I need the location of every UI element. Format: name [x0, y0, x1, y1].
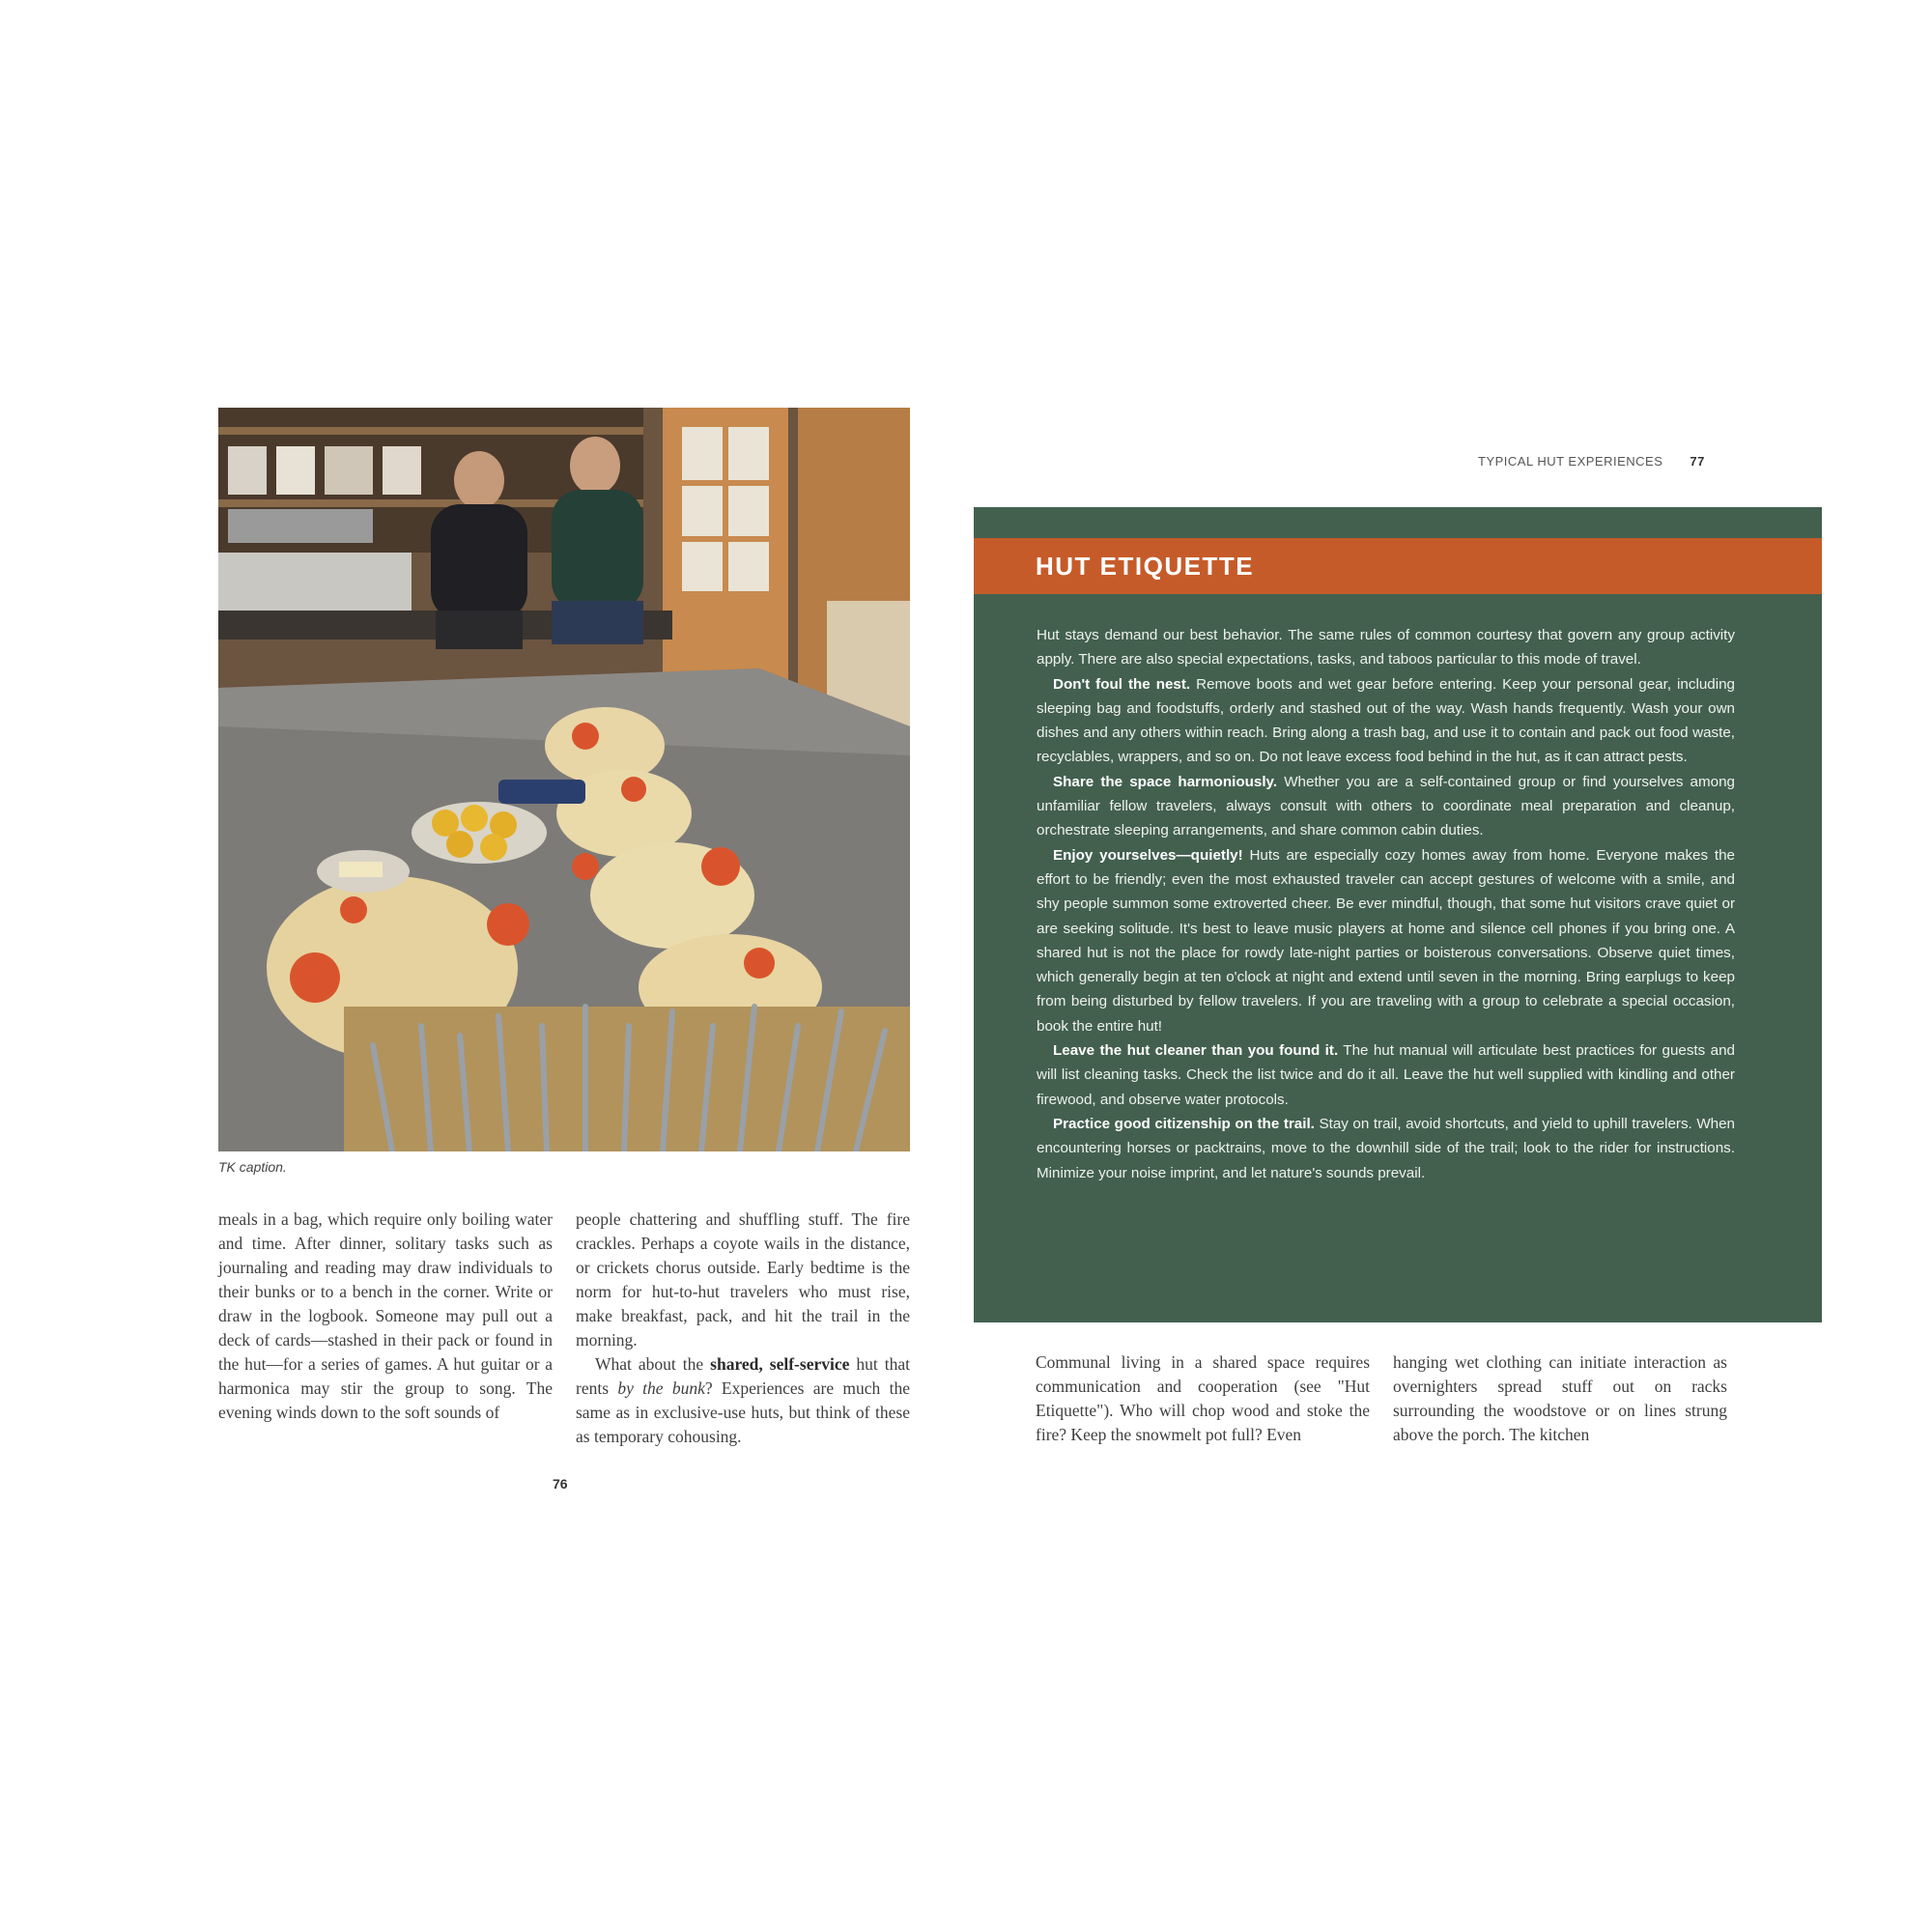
sidebar-body: [1037, 623, 1735, 1185]
right-col1-paragraph: Communal living in a shared space requires communication and cooperation (see "Hut Etiquette"). Who will chop wood and stoke the fire? Keep the snowmelt pot full? Even: [1036, 1352, 1370, 1444]
sidebar-item: Share the space harmoniously. Whether you are a self-contained group or find yourselves among unfamiliar fellow travelers, always consult with others to coordinate meal preparation and cleanup, orchestrate sleeping arrangements, and share common cabin duties.: [1037, 773, 1735, 839]
left-col1-paragraph: meals in a bag, which require only boiling water and time. After dinner, solitary tasks such as journaling and reading may draw individuals to their bunks or to a bench in the corner. Write or draw in the logbook. Someone may pull out a deck of cards—stashed in their pack or found in the hut—for a series of games. A hut guitar or a harmonica may stir the group to song. The evening winds down to the soft sounds of: [218, 1209, 553, 1422]
kitchen-photo-illustration: [218, 408, 910, 1151]
left-column-2: [576, 1208, 910, 1449]
sidebar-title-band: [974, 538, 1822, 594]
sidebar-item: Enjoy yourselves—quietly! Huts are especially cozy homes away from home. Everyone makes the effort to be friendly; even the most exhausted traveler can accept gestures of welcome with a smile, and shy people summon some extroverted cheer. Be ever mindful, though, that some hut visitors crave quiet or are seeking solitude. It's best to leave music players at home and silence cell phones if you bring one. A shared hut is not the place for rowdy late-night parties or boisterous conversations. Observe quiet times, which generally begin at ten o'clock at night and extend until seven in the morning. Bring earplugs to keep from being disturbed by fellow travelers. If you are traveling with a group to celebrate a special occasion, book the entire hut!: [1037, 846, 1735, 1035]
sidebar-intro: Hut stays demand our best behavior. The same rules of common courtesy that govern any group activity apply. There are also special expectations, tasks, and taboos particular to this mode of travel.: [1037, 627, 1735, 668]
sidebar-item: Don't foul the nest. Remove boots and wet gear before entering. Keep your personal gear, including sleeping bag and foodstuffs, orderly and stashed out of the way. Wash hands frequently. Wash your own dishes and any others within reach. Bring along a trash bag, and use it to contain and pack out food waste, recyclables, wrappers, and so on. Do not leave excess food behind in the hut, as it can attract pests.: [1037, 675, 1735, 766]
page-number-right: 77: [1690, 454, 1705, 469]
sidebar-title: HUT ETIQUETTE: [1036, 552, 1255, 581]
sidebar-item: Leave the hut cleaner than you found it. The hut manual will articulate best practices for guests and will list cleaning tasks. Check the list twice and do it all. Leave the hut well supplied with kindling and other firewood, and observe water protocols.: [1037, 1042, 1735, 1108]
shared-self-service-bold: shared, self-service: [710, 1354, 850, 1374]
running-head-title: TYPICAL HUT EXPERIENCES: [1478, 454, 1663, 469]
page-number-left: 76: [553, 1476, 568, 1492]
hut-etiquette-sidebar: [974, 507, 1822, 1322]
photo-caption: TK caption.: [218, 1159, 287, 1175]
sidebar-item: Practice good citizenship on the trail. Stay on trail, avoid shortcuts, and yield to uphill travelers. When encountering horses or packtrains, move to the downhill side of the trail; look to the rider for instructions. Minimize your noise imprint, and let nature's sounds prevail.: [1037, 1115, 1736, 1181]
by-the-bunk-italic: by the bunk: [617, 1378, 705, 1398]
running-head: [1478, 454, 1725, 469]
left-column-1: [218, 1208, 553, 1425]
right-column-2: [1393, 1350, 1727, 1447]
left-col2-paragraph-1: people chattering and shuffling stuff. The fire crackles. Perhaps a coyote wails in the distance, or crickets chorus outside. Early bedtime is the norm for hut-to-hut travelers who must rise, make breakfast, pack, and hit the trail in the morning.: [576, 1209, 910, 1350]
kitchen-photo: [218, 408, 910, 1151]
left-col2-paragraph-2: What about the shared, self-service hut that rents by the bunk? Experiences are much the same as in exclusive-use huts, but think of these as temporary cohousing.: [576, 1354, 910, 1446]
right-column-1: [1036, 1350, 1370, 1447]
right-col2-paragraph: hanging wet clothing can initiate interaction as overnighters spread stuff out on racks surrounding the woodstove or on lines strung above the porch. The kitchen: [1393, 1352, 1727, 1444]
